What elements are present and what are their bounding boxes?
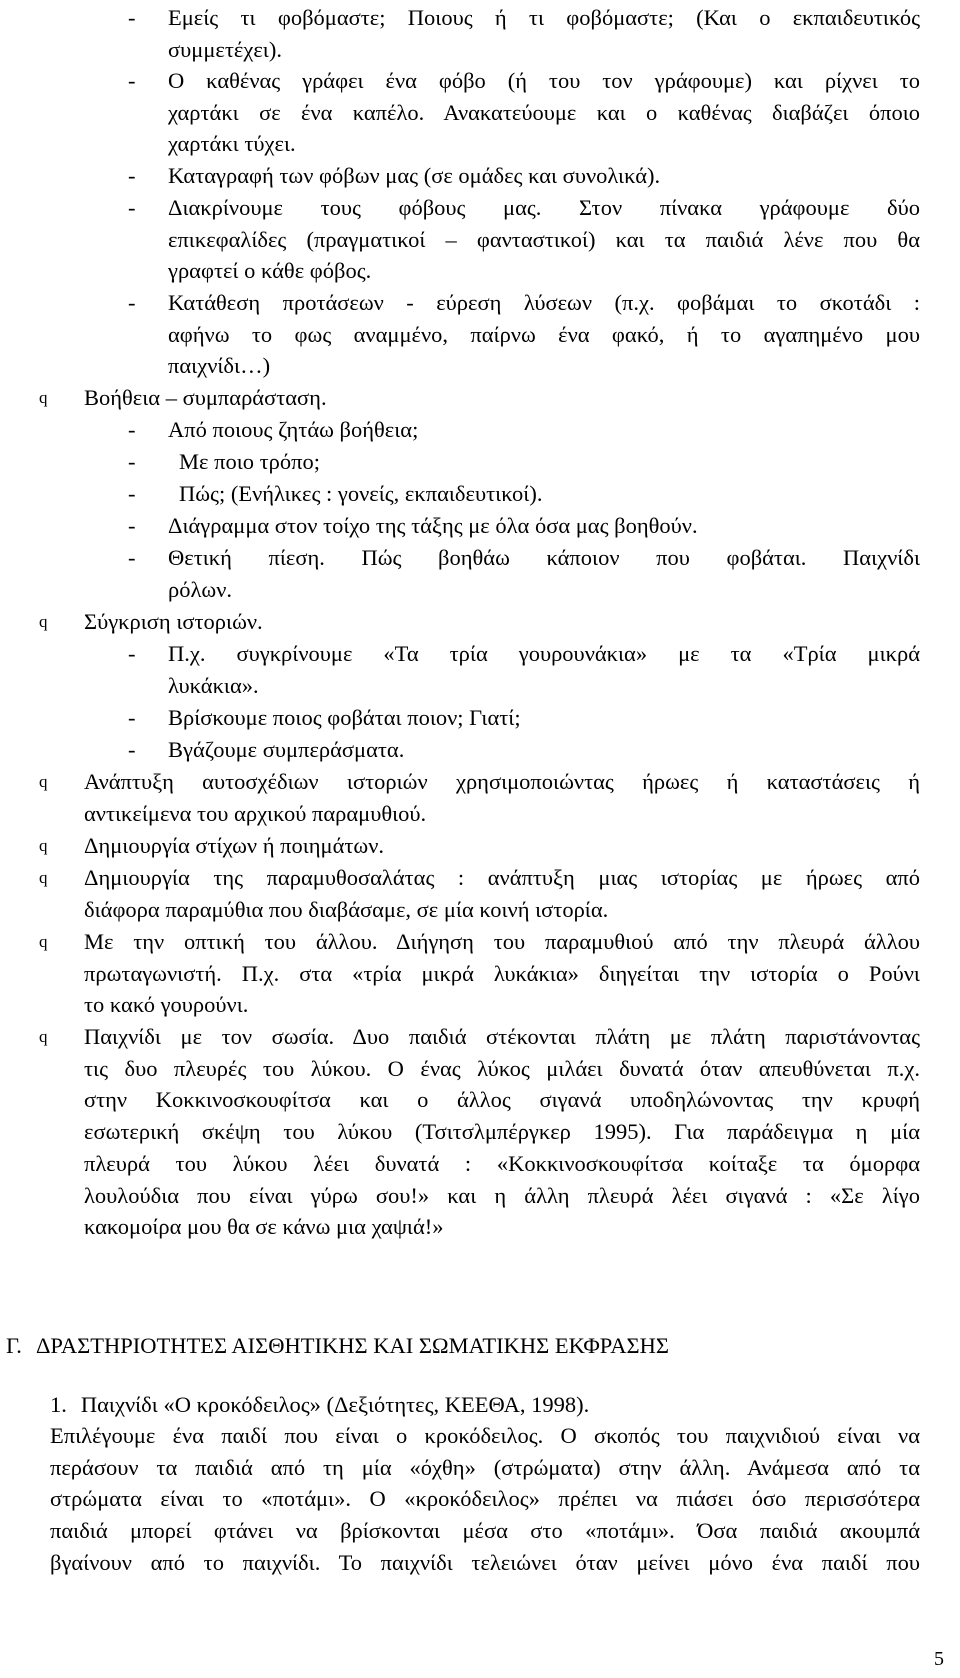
- dash-marker: -: [128, 68, 136, 93]
- text-line: Κατάθεση προτάσεων - εύρεση λύσεων (π.χ. φοβάμαι το σκοτάδι :: [168, 290, 920, 315]
- text-line: τις δυο πλευρές του λύκου. Ο ένας λύκος μιλάει δυνατά όταν απευθύνεται π.χ.: [84, 1055, 920, 1081]
- square-bullet-icon: q: [39, 836, 48, 855]
- square-bullet-icon: q: [39, 868, 48, 887]
- list-item-text: [168, 65, 920, 160]
- list-item-text: [168, 192, 920, 287]
- square-bullet-icon: q: [39, 1027, 48, 1046]
- dash-marker: -: [128, 481, 136, 506]
- section-bullet: [39, 862, 920, 925]
- list-item: [128, 287, 920, 382]
- dash-marker: -: [128, 449, 136, 474]
- text-line: επικεφαλίδες (πραγματικοί – φανταστικοί) και τα παιδιά λένε που θα: [168, 226, 920, 252]
- text-line: λυκάκια».: [168, 672, 259, 698]
- text-line: περάσουν τα παιδιά από τη μία «όχθη» (στρώματα) στην άλλη. Ανάμεσα από τα: [50, 1454, 920, 1480]
- text-line: λουλούδια που είναι γύρω σου!» και η άλλη πλευρά λέει σιγανά : «Σε λίγο: [84, 1182, 920, 1208]
- section-bullet: [39, 926, 920, 1021]
- text-line: παιδιά μπορεί φτάνει να βρίσκονται μέσα στο «ποτάμι». Όσα παιδιά ακουμπά: [50, 1518, 920, 1544]
- list-item: [128, 2, 920, 65]
- list-item: [128, 414, 920, 446]
- text-line: συμμετέχει).: [168, 36, 282, 62]
- list-item-text: Πώς; (Ενήλικες : γονείς, εκπαιδευτικοί).: [179, 481, 543, 506]
- dash-marker: -: [128, 290, 136, 315]
- square-bullet-icon: q: [39, 772, 48, 791]
- text-line: στην Κοκκινοσκουφίτσα και ο άλλος σιγανά υποδηλώνοντας την κρυφή: [84, 1087, 920, 1113]
- text-line: Διακρίνουμε τους φόβους μας. Στον πίνακα γράφουμε δύο: [168, 195, 920, 220]
- dash-marker: -: [128, 163, 136, 188]
- list-item: [128, 638, 920, 701]
- list-item-text: [168, 287, 920, 382]
- section-bullet-text: [84, 766, 920, 829]
- section-letter: Γ.: [6, 1333, 22, 1358]
- list-item-text: Από ποιους ζητάω βοήθεια;: [168, 417, 419, 442]
- list-item: [128, 510, 920, 542]
- list-item: [128, 192, 920, 287]
- list-item-text: Βρίσκουμε ποιος φοβάται ποιον; Γιατί;: [168, 705, 521, 730]
- section-bullet: [39, 606, 920, 638]
- section-title: ΔΡΑΣΤΗΡΙΟΤΗΤΕΣ ΑΙΣΘΗΤΙΚΗΣ ΚΑΙ ΣΩΜΑΤΙΚΗΣ ΕΚΦΡΑΣΗΣ: [35, 1333, 669, 1358]
- page-number: 5: [934, 1648, 944, 1670]
- text-line: αφήνω το φως αναμμένο, παίρνω ένα φακό, ή το αγαπημένο μου: [168, 321, 920, 347]
- square-bullet-icon: q: [39, 932, 48, 951]
- dash-marker: -: [128, 641, 136, 666]
- text-line: αντικείμενα του αρχικού παραμυθιού.: [84, 800, 427, 826]
- text-line: πρωταγωνιστή. Π.χ. στα «τρία μικρά λυκάκια» διηγείται την ιστορία ο Ρούνι: [84, 960, 920, 986]
- text-line: Π.χ. συγκρίνουμε «Τα τρία γουρουνάκια» με τα «Τρία μικρά: [168, 641, 920, 666]
- text-line: Δημιουργία της παραμυθοσαλάτας : ανάπτυξη μιας ιστορίας με ήρωες από: [84, 865, 920, 890]
- list-item: [128, 65, 920, 160]
- activity-title-text: Παιχνίδι «Ο κροκόδειλος» (Δεξιότητες, ΚΕΕΘΑ, 1998).: [80, 1392, 590, 1417]
- section-bullet: [39, 1021, 920, 1243]
- activity-paragraph: [50, 1420, 920, 1579]
- text-line: Καταγραφή των φόβων μας (σε ομάδες και συνολικά).: [168, 163, 661, 188]
- section-bullet-text: [84, 1021, 920, 1243]
- text-line: εσωτερική σκέψη του λύκου (Τσιτσλμπέργκερ 1995). Για παράδειγμα η μία: [84, 1119, 920, 1145]
- text-line: γραφτεί ο κάθε φόβος.: [168, 258, 372, 284]
- list-item: [128, 542, 920, 605]
- section-bullet-title: Σύγκριση ιστοριών.: [84, 609, 263, 634]
- dash-marker: -: [128, 513, 136, 538]
- section-bullet-text: [84, 862, 920, 925]
- text-line: Ανάπτυξη αυτοσχέδιων ιστοριών χρησιμοποιώντας ήρωες ή καταστάσεις ή: [84, 769, 920, 794]
- text-line: ρόλων.: [168, 576, 232, 602]
- list-item-text: [168, 2, 920, 65]
- section-bullet: [39, 766, 920, 829]
- section-bullet-text: [84, 926, 920, 1021]
- text-line: κακομοίρα μου θα σε κάνω μια χαψιά!»: [84, 1214, 444, 1240]
- list-item: [128, 702, 920, 734]
- text-line: παιχνίδι…): [168, 353, 271, 379]
- text-line: Με την οπτική του άλλου. Διήγηση του παραμυθιού από την πλευρά άλλου: [84, 929, 920, 954]
- list-item: [128, 160, 920, 192]
- text-line: Παιχνίδι με τον σωσία. Δυο παιδιά στέκονται πλάτη με πλάτη παριστάνοντας: [84, 1024, 920, 1049]
- text-line: το κακό γουρούνι.: [84, 992, 249, 1018]
- dash-marker: -: [128, 705, 136, 730]
- text-line: Επιλέγουμε ένα παιδί που είναι ο κροκόδειλος. Ο σκοπός του παιχνιδιού είναι να: [50, 1423, 920, 1448]
- list-item-text: [168, 542, 920, 605]
- text-line: πλευρά του λύκου λέει δυνατά : «Κοκκινοσκουφίτσα κοίταξε τα όμορφα: [84, 1150, 920, 1176]
- text-line: βγαίνουν από το παιχνίδι. Το παιχνίδι τελειώνει όταν μείνει μόνο ένα παιδί που: [50, 1549, 920, 1575]
- list-item-text: Βγάζουμε συμπεράσματα.: [168, 737, 405, 762]
- dash-marker: -: [128, 195, 136, 220]
- section-bullet-text: Δημιουργία στίχων ή ποιημάτων.: [84, 833, 385, 858]
- text-line: διάφορα παραμύθια που διαβάσαμε, σε μία κοινή ιστορία.: [84, 896, 609, 922]
- dash-marker: -: [128, 417, 136, 442]
- list-item-text: Διάγραμμα στον τοίχο της τάξης με όλα όσα μας βοηθούν.: [168, 513, 698, 538]
- text-line: χαρτάκι τύχει.: [168, 131, 296, 157]
- square-bullet-icon: q: [39, 388, 48, 407]
- section-bullet: [39, 830, 920, 862]
- list-item-text: [168, 638, 920, 701]
- section-heading: [6, 1330, 669, 1362]
- activity-number: 1.: [50, 1392, 67, 1417]
- dash-marker: -: [128, 5, 136, 30]
- text-line: στρώματα είναι το «ποτάμι». Ο «κροκόδειλος» πρέπει να πιάσει όσο περισσότερα: [50, 1486, 920, 1512]
- dash-marker: -: [128, 737, 136, 762]
- dash-marker: -: [128, 545, 136, 570]
- list-item: [128, 734, 920, 766]
- text-line: Θετική πίεση. Πώς βοηθάω κάποιον που φοβάται. Παιχνίδι: [168, 545, 920, 570]
- activity-title: [50, 1389, 589, 1421]
- section-bullet: [39, 382, 920, 414]
- list-item: [128, 446, 920, 478]
- text-line: χαρτάκι σε ένα καπέλο. Ανακατεύουμε και ο καθένας διαβάζει όποιο: [168, 99, 920, 125]
- text-line: Ο καθένας γράφει ένα φόβο (ή του τον γράφουμε) και ρίχνει το: [168, 68, 920, 93]
- section-bullet-title: Βοήθεια – συμπαράσταση.: [84, 385, 327, 410]
- square-bullet-icon: q: [39, 612, 48, 631]
- list-item-text: [168, 160, 920, 192]
- list-item: [128, 478, 920, 510]
- list-item-text: Με ποιο τρόπο;: [179, 449, 320, 474]
- text-line: Εμείς τι φοβόμαστε; Ποιους ή τι φοβόμαστε; (Και ο εκπαιδευτικός: [168, 5, 920, 30]
